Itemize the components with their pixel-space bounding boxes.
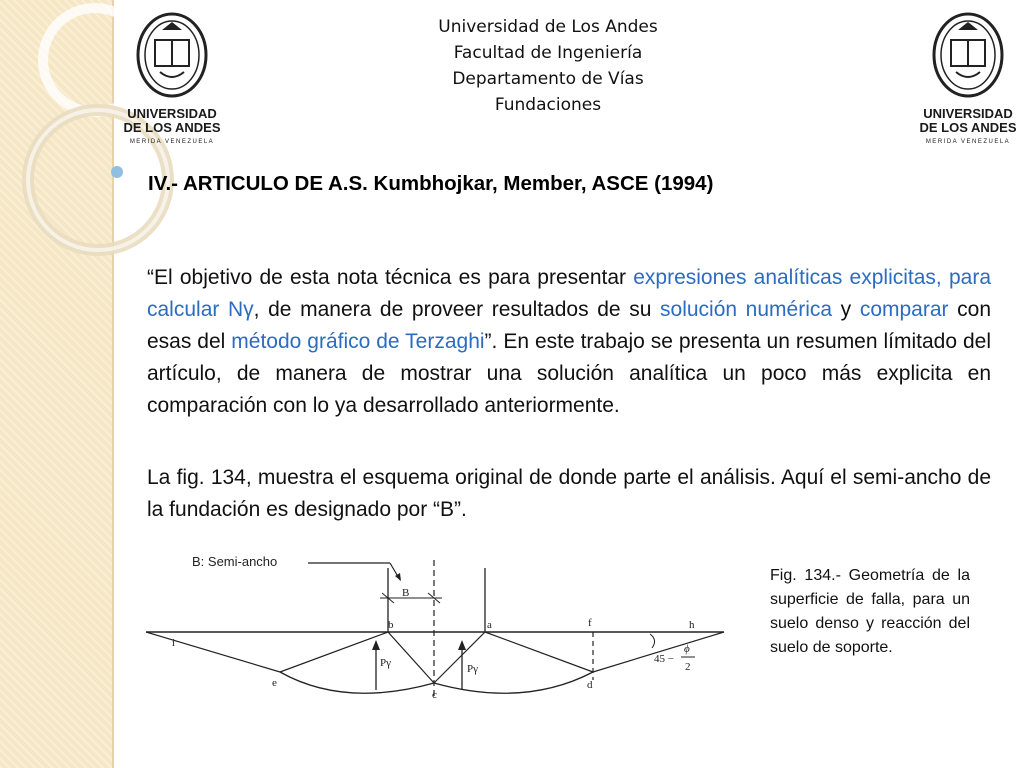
svg-text:MERIDA VENEZUELA: MERIDA VENEZUELA (129, 139, 215, 145)
institution-header (300, 14, 796, 118)
header-department: Departamento de Vías (452, 69, 644, 89)
text-span: ”. En este trabajo se presenta un resumen límitado del artículo, de manera de mostrar una solución analítica un poco más explicita en comparación con lo ya desarrollado anteriormente. (147, 330, 991, 417)
highlight-numeric-solution: solución numérica (660, 298, 833, 321)
text-span: “El objetivo de esta nota técnica es para presentar (147, 266, 634, 289)
svg-text:DE LOS ANDES: DE LOS ANDES (919, 120, 1017, 135)
highlight-analytic-expressions: expresiones analíticas explicitas, para calcular Nγ (147, 266, 991, 321)
angle-arc (650, 634, 655, 648)
svg-text:UNIVERSIDAD: UNIVERSIDAD (923, 106, 1013, 121)
svg-text:DE LOS ANDES: DE LOS ANDES (123, 120, 221, 135)
university-logo-right (918, 10, 1018, 150)
point-b: b (388, 619, 394, 631)
angle-denominator: 2 (685, 661, 691, 673)
spiral-left (280, 672, 434, 693)
passive-left (146, 632, 280, 672)
point-i: i (172, 637, 176, 649)
angle-numerator: ϕ (684, 643, 690, 655)
failure-surface-diagram (144, 548, 734, 760)
svg-text:MERIDA VENEZUELA: MERIDA VENEZUELA (925, 139, 1011, 145)
paragraph-figure-intro: La fig. 134, muestra el esquema original de donde parte el análisis. Aquí el semi-ancho de la fundación es designado por “B”. (147, 466, 991, 521)
section-title: IV.- ARTICULO DE A.S. Kumbhojkar, Member, ASCE (1994) (148, 172, 714, 195)
wedge-right (434, 632, 485, 683)
highlight-terzaghi-method: método gráfico de Terzaghi (231, 330, 485, 353)
text-span: , de manera de proveer resultados de su (253, 298, 661, 321)
header-university: Universidad de Los Andes (438, 17, 658, 37)
force-label-right: Pγ (467, 663, 478, 675)
header-course: Fundaciones (494, 95, 602, 115)
point-h: h (689, 619, 695, 631)
annotation-label: B: Semi-ancho (192, 554, 278, 569)
text-span: y (832, 298, 860, 321)
radial-left (280, 632, 388, 672)
point-f: f (588, 617, 592, 629)
spiral-right (434, 672, 593, 693)
radial-right (485, 632, 593, 672)
point-e: e (272, 677, 277, 689)
header-faculty: Facultad de Ingeniería (453, 43, 643, 63)
blue-dot-icon (111, 166, 123, 178)
point-c: c (432, 689, 437, 701)
point-a: a (487, 619, 492, 631)
dimension-label: B (402, 587, 410, 599)
angle-prefix: 45 − (654, 653, 674, 665)
text-span: con esas del (147, 298, 991, 353)
highlight-compare: comparar (859, 298, 949, 321)
wedge-left (388, 632, 434, 683)
university-logo-left (122, 10, 222, 150)
point-d: d (587, 679, 593, 691)
svg-text:UNIVERSIDAD: UNIVERSIDAD (127, 106, 217, 121)
passive-right (593, 632, 724, 672)
figure-caption: Fig. 134.- Geometría de la superficie de falla, para un suelo denso y reacción del suelo de soporte. (770, 567, 970, 656)
paragraph-objective (147, 262, 991, 422)
force-label-left: Pγ (380, 657, 391, 669)
